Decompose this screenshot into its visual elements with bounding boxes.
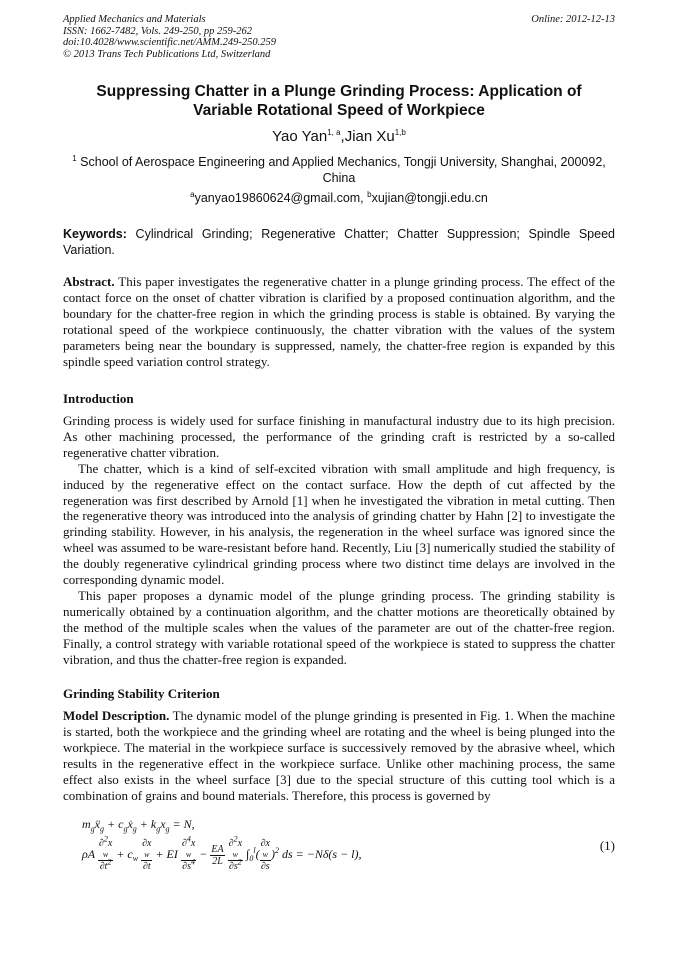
intro-paragraph-2: The chatter, which is a kind of self-excited vibration with small amplitude and high frequency, is induced by the regenerative effect on the contact surface. How the depth of cut affected by the regeneration was first described by Arnold [1] when he investigated the vibration in metal cutting. Then the regenerative theory was introduced into the analysis of grinding chatter by Hahn [2] to investigate the grinding stability. However, in his analysis, the regeneration in the wheel surface was ignored since the wheel was assumed to be ware-resistant before hand. Recently, Liu [3] numerically studied the stability of the doubly regenerative cylindrical grinding process where two distinct time delays are involved in the corresponding dynamic model.: [63, 460, 615, 588]
author-1: Yao Yan: [272, 128, 328, 145]
issn-line: ISSN: 1662-7482, Vols. 249-250, pp 259-262: [63, 25, 252, 37]
title-line-2: Variable Rotational Speed of Workpiece: [193, 102, 485, 119]
affiliation: [63, 154, 615, 186]
journal-header: [63, 14, 615, 60]
intro-paragraph-1: Grinding process is widely used for surface finishing in manufactural industry due to its high precision. As other machining processed, the performance of the grinding craft is restricted by a so-called regenerative chatter vibration.: [63, 413, 615, 460]
author-2: ,Jian Xu: [340, 128, 395, 145]
paper-title: [63, 82, 615, 120]
online-date: Online: 2012-12-13: [531, 14, 615, 25]
equation-number: (1): [599, 838, 615, 853]
keywords-text: Cylindrical Grinding; Regenerative Chatter; Chatter Suppression; Spindle Speed Variation.: [63, 227, 615, 257]
affiliation-number: 1: [72, 153, 77, 163]
email-a[interactable]: yanyao19860624@gmail.com,: [194, 191, 368, 205]
introduction-body: [63, 413, 615, 668]
model-description: [63, 708, 615, 803]
doi-line[interactable]: doi:10.4028/www.scientific.net/AMM.249-250.259: [63, 37, 276, 49]
author-2-affil: 1,b: [394, 128, 406, 137]
section-heading-stability: Grinding Stability Criterion: [63, 686, 220, 701]
email-a-marker: a: [190, 189, 195, 199]
author-1-affil: 1, a: [327, 128, 341, 137]
email-b[interactable]: xujian@tongji.edu.cn: [371, 191, 488, 205]
journal-name: Applied Mechanics and Materials: [63, 14, 206, 25]
keywords-label: Keywords:: [63, 227, 127, 241]
abstract: [63, 274, 615, 369]
author-list: [63, 128, 615, 145]
model-description-label: Model Description.: [63, 708, 170, 723]
abstract-label: Abstract.: [63, 274, 115, 289]
model-description-text: The dynamic model of the plunge grinding is presented in Fig. 1. When the machine is started, both the workpiece and the grinding wheel are rotating and the wheel is being plunged into the workpiece. The material in the workpiece surface is successively removed by the abrasive wheel, which results in the regenerative effect in the workpiece surface. Unlike other machining process, the same effect also exists in the wheel surface [3] due to the special structure of this cutting tool which is a combination of grains and bound materials. Therefore, this process is governed by: [63, 708, 615, 803]
equation-line-1: $m_gẍ_g$ + $c_gẋ_g + k_gx_g = N$,: [82, 817, 195, 834]
intro-paragraph-3: This paper proposes a dynamic model of the plunge grinding process. The grinding stability is numerically obtained by a continuation algorithm, and the chatter motions are theoretically obtained by the method of the multiple scales when the values of the parameter are out of the chatter-free region. Finally, a control strategy with variable rotational speed of the workpiece is stated to suppress the chatter vibration, and thus the chatter-free region is expanded.: [63, 587, 615, 667]
equation-line-2: ρA ∂$^2$x w $\partial t^2$ + $c_w$ ∂x w ∂t + EI ∂$^4$x w $\partial s^4$ − $\frac{EA}{2L}$ ∂$^2$x w $\partial s^2$ $\int_0^l$( ∂x w ∂s )$^2$ ds = −Nδ(s − l),: [82, 834, 362, 872]
title-line-1: Suppressing Chatter in a Plunge Grinding Process: Application of: [96, 83, 582, 100]
affiliation-text: School of Aerospace Engineering and Applied Mechanics, Tongji University, Shanghai, 200092, China: [76, 155, 606, 185]
author-emails: [63, 191, 615, 205]
copyright-line: © 2013 Trans Tech Publications Ltd, Switzerland: [63, 48, 271, 60]
section-heading-introduction: Introduction: [63, 391, 134, 406]
email-b-marker: b: [367, 189, 372, 199]
abstract-text: This paper investigates the regenerative chatter in a plunge grinding process. The effect of the contact force on the onset of chatter vibration is clarified by a proposed continuation algorithm, and the boundary for the chatter-free region in which the grinding process is stable is obtained. By varying the rotational speed of the workpiece continuously, the chatter vibration with the values of the system parameters being near the boundary is suppressed, namely, the chatter-free region is expanded by this spindle speed variation control strategy.: [63, 274, 615, 369]
keywords: [63, 226, 615, 258]
